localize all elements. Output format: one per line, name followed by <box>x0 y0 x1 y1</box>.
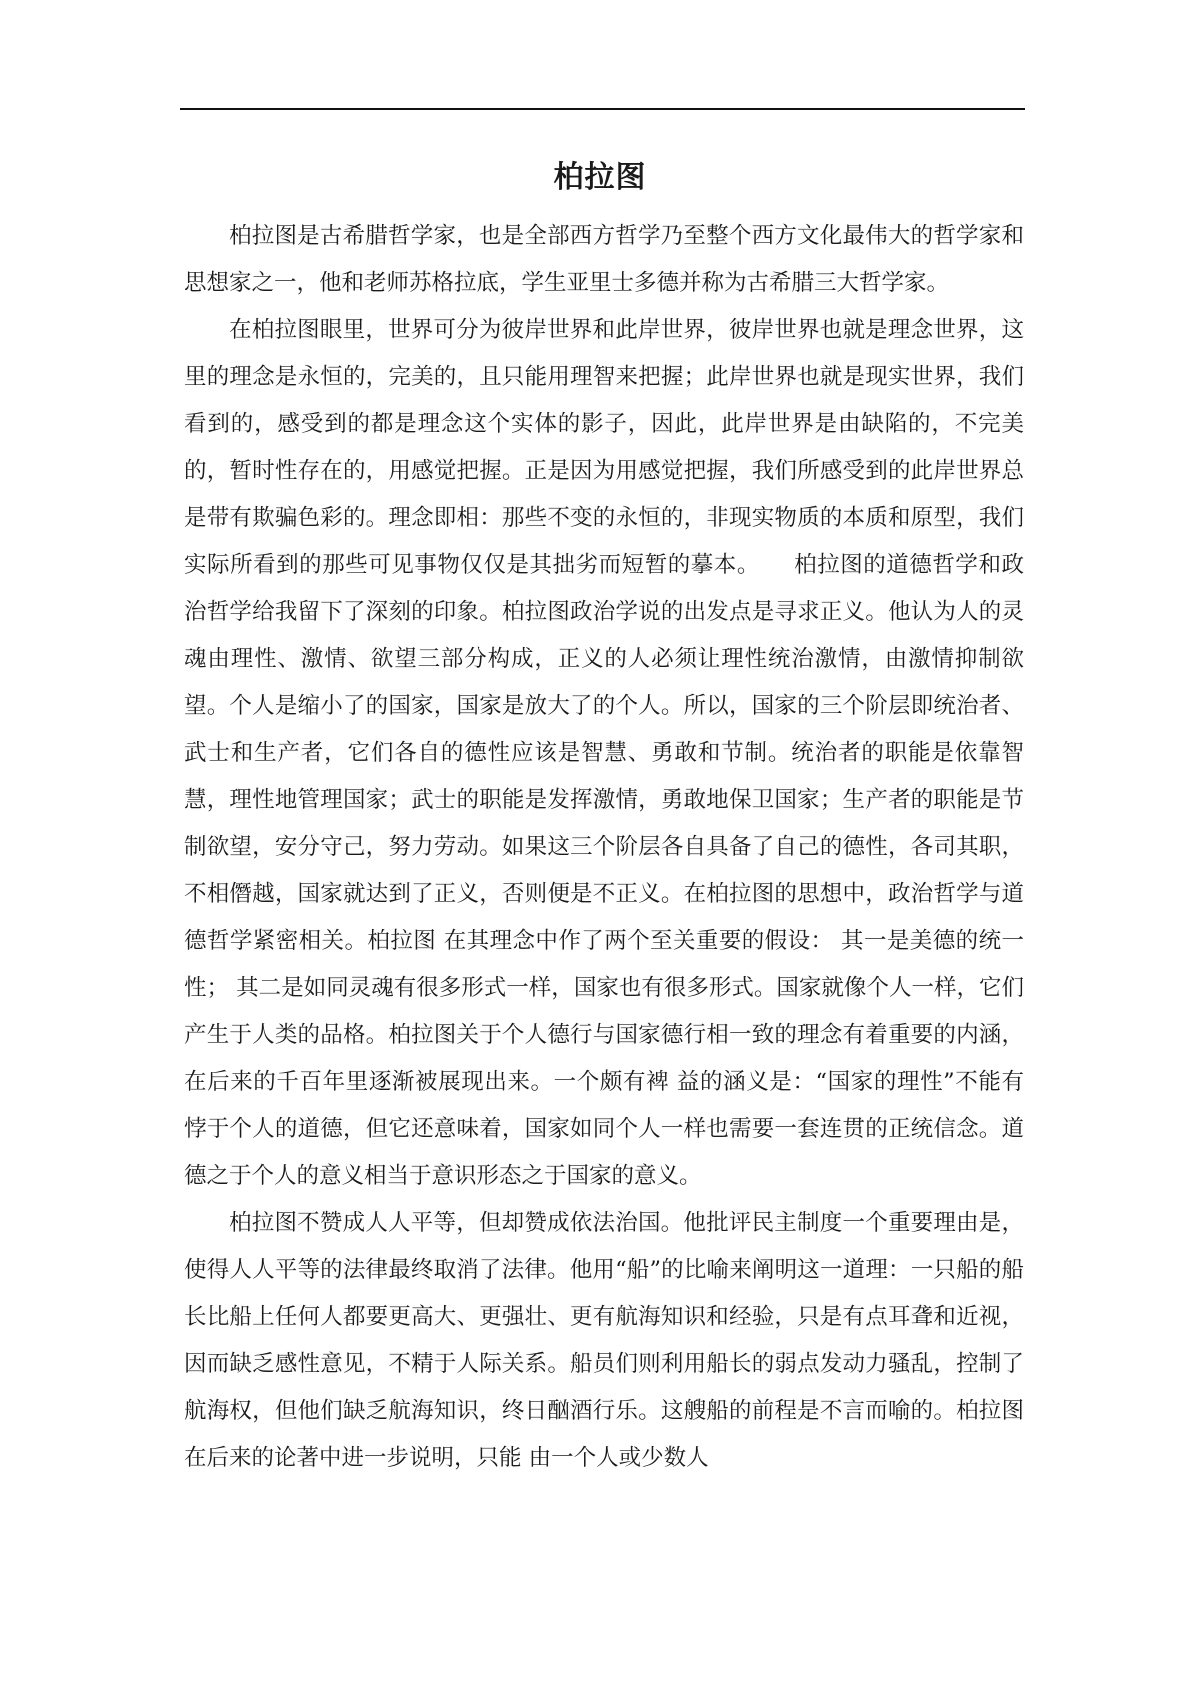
paragraph-theory-of-forms <box>184 307 1024 1200</box>
paragraph-intro: 柏拉图是古希腊哲学家，也是全部西方哲学乃至整个西方文化最伟大的哲学家和思想家之一，他和老师苏格拉底，学生亚里士多德并称为古希腊三大哲学家。 <box>184 223 1024 296</box>
document-body <box>184 213 1024 1482</box>
paragraph-moral-politics-text: 柏拉图的道德哲学和政治哲学给我留下了深刻的印象。柏拉图政治学说的出发点是寻求正义。他认为人的灵魂由理性、激情、欲望三部分构成，正义的人必须让理性统治激情，由激情抑制欲望。个人是缩小了的国家，国家是放大了的个人。所以，国家的三个阶层即统治者、武士和生产者，它们各自的德性应该是智慧、勇敢和节制。统治者的职能是依靠智慧，理性地管理国家；武士的职能是发挥激情，勇敢地保卫国家；生产者的职能是节制欲望，安分守己，努力劳动。如果这三个阶层各自具备了自己的德性，各司其职，不相僭越，国家就达到了正义，否则便是不正义。在柏拉图的思想中，政治哲学与道德哲学紧密相关。柏拉图 在其理念中作了两个至关重要的假设： 其一是美德的统一性； 其二是如同灵魂有很多形式一样，国家也有很多形式。国家就像个人一样，它们产生于人类的品格。柏拉图关于个人德行与国家德行相一致的理念有着重要的内涵，在后来的千百年里逐渐被展现出来。一个颇有裨 益的涵义是：“国家的理性”不能有悖于个人的道德，但它还意味着，国家如同个人一样也需要一套连贯的正统信念。道德之于个人的意义相当于意识形态之于国家的意义。 <box>184 552 1024 1189</box>
header-rule <box>180 108 1025 110</box>
document-title: 柏拉图 <box>553 160 647 195</box>
paragraph-theory-of-forms-text: 在柏拉图眼里，世界可分为彼岸世界和此岸世界，彼岸世界也就是理念世界，这里的理念是永恒的，完美的，且只能用理智来把握；此岸世界也就是现实世界，我们看到的，感受到的都是理念这个实体的影子，因此，此岸世界是由缺陷的，不完美的，暂时性存在的，用感觉把握。正是因为用感觉把握，我们所感受到的此岸世界总是带有欺骗色彩的。理念即相：那些不变的永恒的，非现实物质的本质和原型，我们实际所看到的那些可见事物仅仅是其拙劣而短暂的摹本。 <box>184 317 1024 578</box>
paragraph-rule-of-law: 柏拉图不赞成人人平等，但却赞成依法治国。他批评民主制度一个重要理由是，使得人人平等的法律最终取消了法律。他用“船”的比喻来阐明这一道理：一只船的船长比船上任何人都要更高大、更强壮、更有航海知识和经验，只是有点耳聋和近视，因而缺乏感性意见，不精于人际关系。船员们则利用船长的弱点发动力骚乱，控制了航海权，但他们缺乏航海知识，终日酗酒行乐。这艘船的前程是不言而喻的。柏拉图在后来的论著中进一步说明，只能 由一个人或少数人 <box>184 1210 1024 1471</box>
